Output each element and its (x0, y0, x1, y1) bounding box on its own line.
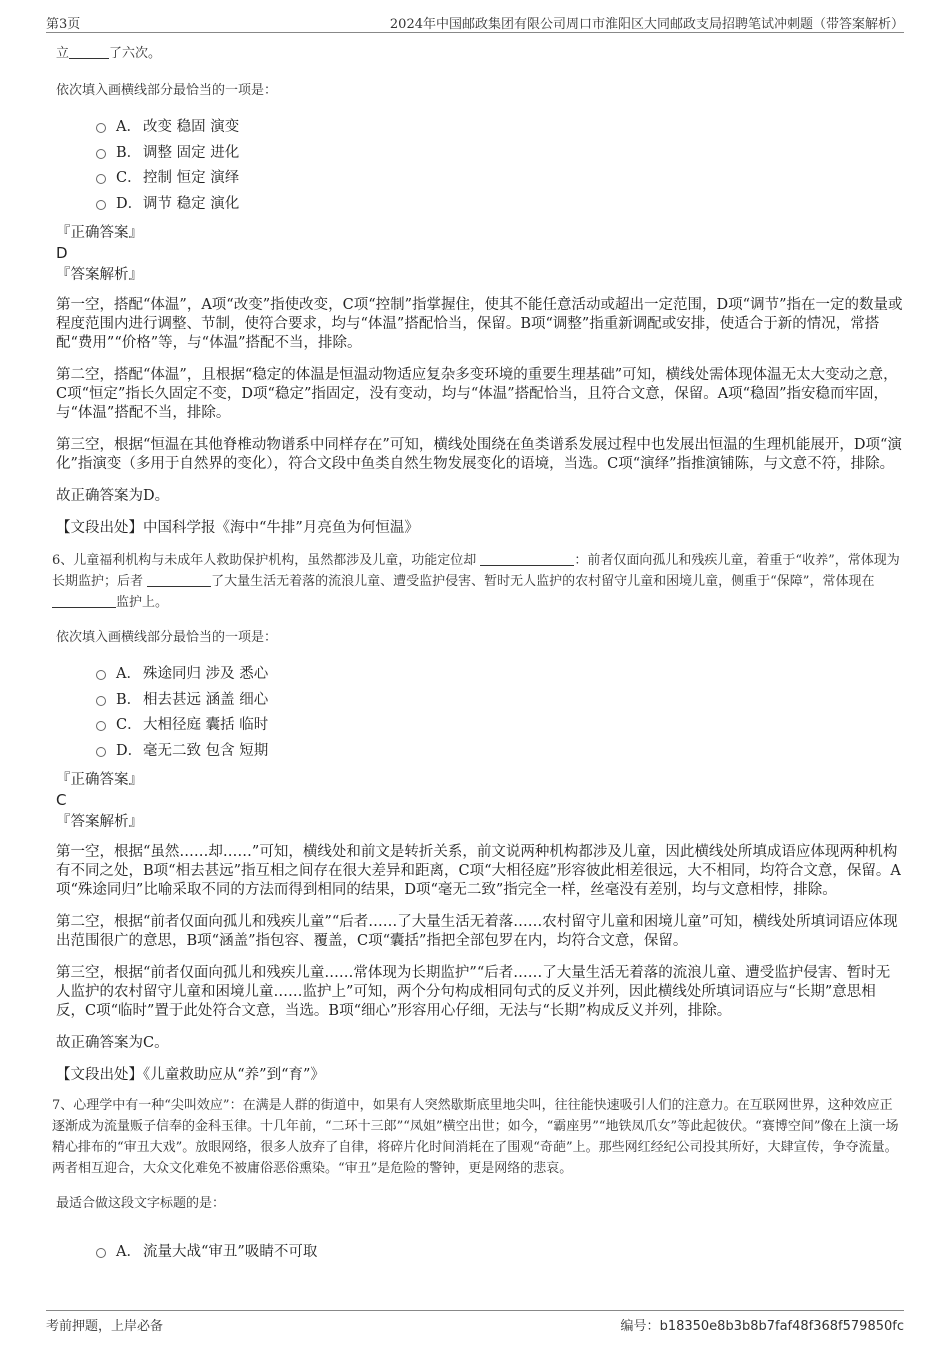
q7-options (56, 1240, 904, 1266)
q6-stem: 6、儿童福利机构与未成年人救助保护机构，虽然都涉及儿童，功能定位却 ：前者仅面向孤儿和残疾儿童，着重于“收养”，常体现为长期监护；后者 了大量生活无着落的流浪儿童、遭受监护侵害、暂时无人监护的农村留守儿童和困境儿童，侧重于“保障”，常体现在 监护上。 (52, 553, 900, 610)
q7-stem: 7、心理学中有一种“尖叫效应”：在满是人群的街道中，如果有人突然歇斯底里地尖叫，往往能快速吸引人们的注意力。在互联网世界，这种效应正逐渐成为流量贩子信奉的金科玉律。十几年前，“二环十三郎”“凤姐”横空出世；如今，“霸座男”“地铁凤爪女”等此起彼伏。“赛博空间”像在上演一场精心排布的“审丑大戏”。放眼网络，很多人放弃了自律，将碎片化时间消耗在了围观“奇葩”上。那些网红经纪公司投其所好，大肆宣传，争夺流量。两者相互迎合，大众文化难免不被庸俗恶俗熏染。“审丑”是危险的警钟，更是网络的悲哀。 (52, 1098, 899, 1176)
radio-icon[interactable] (96, 670, 106, 680)
q6-blank-1 (480, 551, 574, 566)
q7-prompt: 最适合做这段文字标题的是： (56, 1196, 226, 1211)
q5-option-c[interactable]: C． 控制 恒定 演绎 (56, 166, 904, 192)
q5-options (56, 115, 904, 217)
q5-answer-label: 『正确答案』 (56, 225, 143, 241)
page-footer (46, 1310, 904, 1333)
radio-icon[interactable] (96, 200, 106, 210)
q5-analysis-3: 第三空，根据“恒温在其他脊椎动物谱系中同样存在”可知，横线处围绕在鱼类谱系发展过程中也发展出恒温的生理机能展开，D项“演化”指演变（多用于自然界的变化），符合文段中鱼类自然生物发展变化的语境，当选。C项“演绎”指推演铺陈，与文意不符，排除。 (56, 437, 902, 472)
document-title: 2024年中国邮政集团有限公司周口市淮阳区大同邮政支局招聘笔试冲刺题（带答案解析） (389, 17, 904, 32)
q6-option-a[interactable]: A． 殊途同归 涉及 悉心 (56, 662, 904, 688)
q6-source: 【文段出处】《儿童救助应从“养”到“育”》 (56, 1067, 325, 1083)
q6-conclusion: 故正确答案为C。 (56, 1035, 169, 1051)
page-header (46, 10, 904, 33)
q7-option-a[interactable]: A． 流量大战“审丑”吸睛不可取 (56, 1240, 904, 1266)
q5-option-a[interactable]: A． 改变 稳固 演变 (56, 115, 904, 141)
q6-answer: C (56, 791, 67, 809)
document-code: 编号：b18350e8b3b8b7faf48f368f579850fc (620, 1319, 904, 1334)
footer-slogan: 考前押题，上岸必备 (46, 1319, 164, 1334)
radio-icon[interactable] (96, 1248, 106, 1258)
q6-options (56, 662, 904, 764)
q5-analysis-label: 『答案解析』 (56, 267, 143, 283)
radio-icon[interactable] (96, 721, 106, 731)
radio-icon[interactable] (96, 747, 106, 757)
q5-stem-tail: 立 了六次。 (56, 46, 162, 61)
radio-icon[interactable] (96, 149, 106, 159)
q6-analysis-3: 第三空，根据“前者仅面向孤儿和残疾儿童……常体现为长期监护”“后者……了大量生活无着落的流浪儿童、遭受监护侵害、暂时无人监护的农村留守儿童和困境儿童……监护上”可知，两个分句构成相同句式的反义并列，因此横线处所填词语应与“长期”意思相反，C项“临时”置于此处符合文意，当选。B项“细心”形容用心仔细，无法与“长期”构成反义并列，排除。 (56, 965, 891, 1019)
q6-analysis-label: 『答案解析』 (56, 814, 143, 830)
q6-prompt: 依次填入画横线部分最恰当的一项是： (56, 630, 278, 645)
q6-option-b[interactable]: B． 相去甚远 涵盖 细心 (56, 688, 904, 714)
radio-icon[interactable] (96, 123, 106, 133)
radio-icon[interactable] (96, 696, 106, 706)
q5-option-b[interactable]: B． 调整 固定 进化 (56, 141, 904, 167)
q6-blank-2 (147, 572, 211, 587)
q5-source: 【文段出处】中国科学报《海中“牛排”月亮鱼为何恒温》 (56, 520, 419, 536)
q6-analysis-1: 第一空，根据“虽然……却……”可知，横线处和前文是转折关系，前文说两种机构都涉及儿童，因此横线处所填成语应体现两种机构有不同之处，B项“相去甚远”指互相之间存在很大差异和距离，C项“大相径庭”形容彼此相差很远，大不相同，均符合文意，保留。A项“殊途同归”比喻采取不同的方法而得到相同的结果，D项“毫无二致”指完全一样，丝毫没有差别，均与文意相悖，排除。 (56, 844, 901, 898)
page-content (52, 40, 904, 1266)
q6-option-d[interactable]: D． 毫无二致 包含 短期 (56, 739, 904, 765)
q6-option-c[interactable]: C． 大相径庭 囊括 临时 (56, 713, 904, 739)
q5-blank-3 (69, 44, 109, 59)
q5-analysis-2: 第二空，搭配“体温”，且根据“稳定的体温是恒温动物适应复杂多变环境的重要生理基础”可知，横线处需体现体温无太大变动之意，C项“恒定”指长久固定不变，D项“稳定”指固定，没有变动，均与“体温”搭配恰当，且符合文意，保留。A项“稳固”指安稳而牢固，与“体温”搭配不当，排除。 (56, 367, 898, 421)
q5-prompt: 依次填入画横线部分最恰当的一项是： (56, 83, 278, 98)
q6-blank-3 (52, 593, 116, 608)
q5-option-d[interactable]: D． 调节 稳定 演化 (56, 192, 904, 218)
radio-icon[interactable] (96, 174, 106, 184)
q6-answer-label: 『正确答案』 (56, 772, 143, 788)
page-number: 第3页 (46, 17, 81, 32)
q5-analysis-1: 第一空，搭配“体温”，A项“改变”指使改变，C项“控制”指掌握住，使其不能任意活动或超出一定范围，D项“调节”指在一定的数量或程度范围内进行调整、节制，使符合要求，均与“体温”搭配恰当，保留。B项“调整”指重新调配或安排，使适合于新的情况，常搭配“费用”“价格”等，与“体温”搭配不当，排除。 (56, 297, 903, 351)
q5-conclusion: 故正确答案为D。 (56, 488, 170, 504)
q6-analysis-2: 第二空，根据“前者仅面向孤儿和残疾儿童”“后者……了大量生活无着落……农村留守儿童和困境儿童”可知，横线处所填词语应体现出范围很广的意思，B项“涵盖”指包容、覆盖，C项“囊括”指把全部包罗在内，均符合文意，保留。 (56, 914, 898, 949)
q5-answer: D (56, 244, 68, 262)
